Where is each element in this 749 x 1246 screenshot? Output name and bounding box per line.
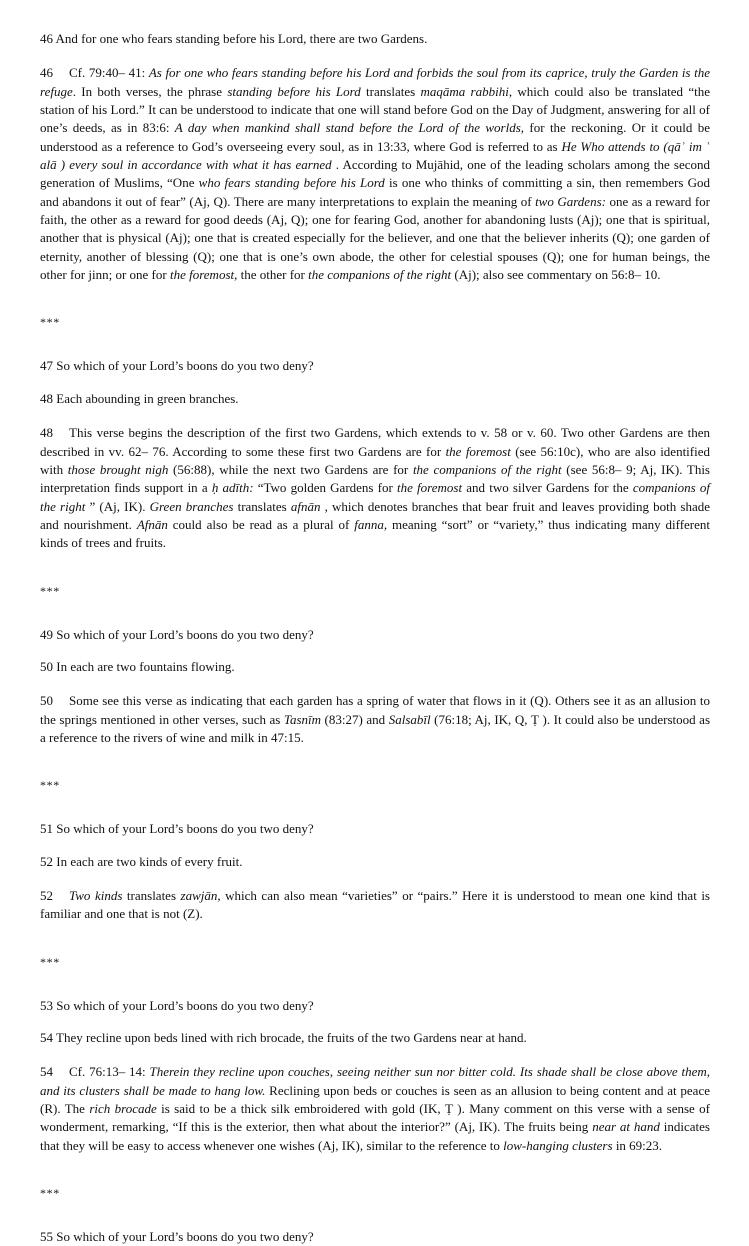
spacer: [40, 804, 710, 820]
c48-i6: companions of the right: [40, 480, 710, 514]
c48-i4: ḥ adīth:: [211, 480, 254, 496]
c48-p8: translates: [233, 498, 291, 514]
c48-i2: those brought nigh: [67, 461, 169, 477]
commentary-paragraph-52: [40, 887, 710, 924]
verse-line-55: 55 So which of your Lord’s boons do you two deny?: [40, 1229, 314, 1245]
verse-line-54: 54 They recline upon beds lined with rich brocade, the fruits of the two Gardens near at hand.: [40, 1030, 527, 1045]
c46-p8: one as a reward for faith, the other as a reward for good deeds (Aj, Q); one for fearing God, another for abandoning lusts (Aj); one that is spiritual, another that is physical (Aj); one that is created especially for the believer, and one that the believer inherits (Q); one garden of eternity, another of blessing (Q); one that is one’s own abode, the other for celestial spouses (Q); one for human beings, the other for jinn; or one for: [40, 193, 711, 283]
verse-line-46: 46 And for one who fears standing before his Lord, there are two Gardens.: [40, 31, 428, 46]
c54-p2: Reclining upon beds or couches is seen as an allusion to being content and at peace (R). The: [40, 1082, 710, 1117]
verse-line-48: 48 Each abounding in green branches.: [40, 390, 239, 406]
verse-line-51: 51 So which of your Lord’s boons do you two deny?: [40, 821, 314, 837]
c46-i6: who fears standing before his Lord: [198, 175, 385, 191]
spacer: [40, 553, 710, 572]
commentary-paragraph-48: [40, 424, 710, 552]
spacer: [40, 284, 710, 303]
c50-p1: Some see this verse as indicating that each garden has a spring of water that flows in it (Q). Others see it as an allusion to the springs mentioned in other verses, such as: [40, 693, 710, 727]
c46-i7: two Gardens:: [535, 193, 606, 209]
commentary-number-52: 52: [40, 887, 53, 903]
c46-i2: standing before his Lord: [227, 83, 361, 99]
section-separator-1: ***: [40, 315, 60, 330]
spacer: [40, 871, 710, 887]
spacer: [40, 408, 710, 424]
c48-p3: (56:88), while the next two Gardens are for: [168, 461, 413, 477]
c54-p1: Cf. 76:13– 14:: [69, 1064, 150, 1080]
c46-i5: He Who attends to (qāʾ im ʿ alā ) every soul in accordance with what it has earned: [40, 138, 710, 173]
c50-p2: (83:27) and: [321, 711, 389, 727]
c46-p7: is one who thinks of committing a sin, then remembers God and abandons it out of fear” (Aj, Q). There are many interpretations to explain the meaning of: [40, 175, 710, 209]
c52-p1: translates: [122, 887, 181, 903]
commentary-number-54: 54: [40, 1064, 53, 1080]
spacer: [40, 1155, 710, 1174]
spacer: [40, 676, 710, 692]
verse-line-52: 52 In each are two kinds of every fruit.: [40, 853, 243, 869]
c48-p7: ” (Aj, IK).: [89, 498, 150, 514]
commentary-number-48: 48: [40, 425, 53, 441]
c48-i8: afnān: [290, 498, 321, 514]
c48-p9: , which denotes branches that bear fruit and leaves providing both shade and nourishment.: [40, 498, 710, 532]
c48-i5: the foremost: [397, 480, 463, 496]
c48-p10: could also be read as a plural of: [167, 516, 355, 532]
spacer: [40, 341, 710, 357]
c46-i3: maqāma rabbihi: [420, 83, 509, 99]
c48-p6: and two silver Gardens for the: [462, 480, 633, 496]
c46-p9: the other for: [237, 267, 309, 283]
c52-p2: which can also mean “varieties” or “pairs.” Here it is understood to mean one kind that is familiar and one that is not (Z).: [40, 887, 710, 922]
c46-p4: , which could also be translated “the station of his Lord.” It can be understood to indicate that one will stand before God on the Day of Judgment, answering for all of one’s deeds, as in 83:6:: [40, 83, 710, 136]
spacer: [40, 747, 710, 766]
c54-p5: in 69:23.: [612, 1137, 663, 1153]
c46-p10: (Aj); also see commentary on 56:8– 10.: [451, 267, 661, 283]
c50-p3: (76:18; Aj, IK, Q, Ṭ ). It could also be understood as a reference to the rivers of wine and milk in 47:15.: [40, 711, 710, 745]
c48-i7: Green branches: [149, 498, 234, 514]
c48-i10: fanna,: [354, 516, 388, 532]
section-separator-4: ***: [40, 954, 60, 969]
commentary-paragraph-46: [40, 64, 710, 284]
verse-line-53: 53 So which of your Lord’s boons do you two deny?: [40, 997, 314, 1013]
c46-p5: for the reckoning. Or it could be understood as a reference to God’s overseeing every soul, as in 13:33, where God is referred to as: [40, 120, 710, 154]
c46-p3: translates: [360, 83, 421, 99]
spacer: [40, 924, 710, 943]
c48-p11: meaning “sort” or “variety,” thus indicating many different kinds of trees and fruits.: [40, 516, 711, 551]
verse-line-50: 50 In each are two fountains flowing.: [40, 658, 235, 674]
c46-p6: . According to Mujāhid, one of the leading scholars among the second generation of Muslims, “One: [40, 157, 710, 191]
spacer: [40, 839, 710, 853]
spacer: [40, 376, 710, 390]
verse-line-49: 49 So which of your Lord’s boons do you two deny?: [40, 626, 314, 642]
c54-i1: Therein they recline upon couches, seeing neither sun nor bitter cold. Its shade shall be close above them, and its clusters shall be made to hang low.: [40, 1064, 710, 1098]
c48-p5: “Two golden Gardens for: [253, 480, 397, 496]
c54-i2: rich brocade: [89, 1101, 157, 1117]
c54-i4: low-hanging clusters: [503, 1137, 613, 1153]
commentary-paragraph-50: [40, 692, 710, 747]
spacer: [40, 644, 710, 658]
verse-line-47: 47 So which of your Lord’s boons do you two deny?: [40, 358, 314, 374]
c54-p4: indicates that they will be easy to access whenever one wishes (Aj, IK), similar to the reference to: [40, 1119, 710, 1153]
spacer: [40, 1212, 710, 1228]
c50-i1: Tasnīm: [283, 711, 322, 727]
c48-p1: This verse begins the description of the first two Gardens, which extends to v. 58 or v. 60. Two other Gardens are then described in vv. 62– 76. According to some these first two Gardens are for: [40, 425, 710, 459]
c50-i2: Salsabīl: [388, 711, 431, 727]
c54-i3: near at hand: [592, 1119, 660, 1135]
c48-i3: the companions of the right: [412, 461, 562, 477]
c48-i1: the foremost: [445, 443, 511, 459]
c46-p2: . In both verses, the phrase: [72, 83, 228, 99]
c54-p3: is said to be a thick silk embroidered with gold (IK, Ṭ ). Many comment on this verse with a sense of wonderment, remarking, “If this is the exterior, then what about the interior?” (Aj, IK). The fruits being: [40, 1101, 711, 1135]
commentary-number-50: 50: [40, 693, 53, 709]
spacer: [40, 48, 710, 64]
c46-p1: Cf. 79:40– 41:: [69, 65, 149, 81]
spacer: [40, 981, 710, 997]
c52-i1: Two kinds: [69, 887, 123, 903]
c48-p4: (see 56:8– 9; Aj, IK). This interpretation finds support in a: [40, 461, 710, 496]
c46-i4: A day when mankind shall stand before the Lord of the worlds,: [174, 120, 525, 136]
spacer: [40, 610, 710, 626]
c48-i9: Afnān: [136, 516, 168, 532]
section-separator-3: ***: [40, 778, 60, 793]
c48-p2: (see 56:10c), who are also identified with: [40, 443, 711, 477]
section-separator-5: ***: [40, 1186, 60, 1201]
c52-i2: zawjān,: [180, 887, 221, 903]
spacer: [40, 1015, 710, 1029]
commentary-paragraph-54: [40, 1063, 710, 1155]
section-separator-2: ***: [40, 583, 60, 598]
c46-i8: the foremost,: [169, 267, 238, 283]
commentary-number-46: 46: [40, 65, 53, 81]
c46-i1: As for one who fears standing before his Lord and forbids the soul from its caprice, truly the Garden is the refuge: [40, 65, 710, 99]
c46-i9: the companions of the right: [308, 267, 452, 283]
